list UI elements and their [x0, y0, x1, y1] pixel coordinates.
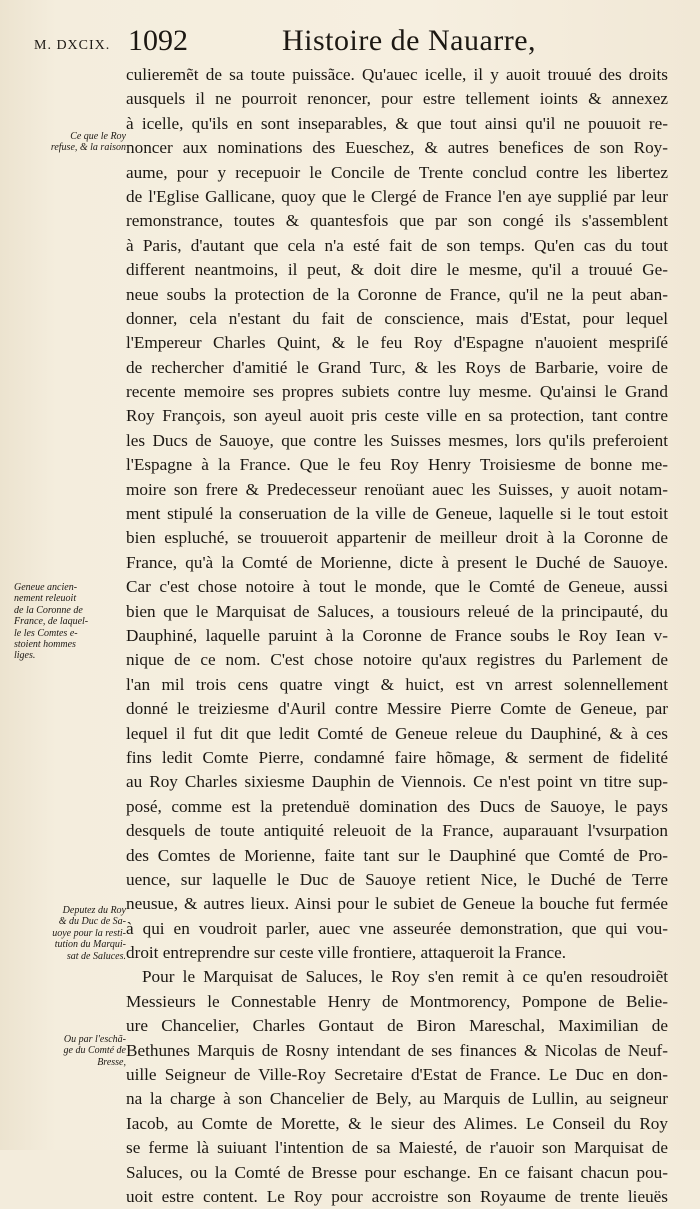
text-line: à icelle, qu'ils en sont inseparables, & que tout ainsi qu'il ne pouuoit re- — [126, 113, 668, 133]
margin-note-line: stoient hommes — [14, 639, 76, 651]
text-line: donné le treiziesme d'Auril contre Messire Pierre Comte de Geneue, par — [126, 699, 668, 719]
text-line: ment stipulé la conseruation de la ville de Geneue, laquelle si le tout estoit — [126, 504, 668, 524]
text-line: moire son frere & Predecesseur renoüant auec les Suisses, y auoit notam- — [126, 479, 668, 499]
text-line: na la charge à son Chancelier de Bely, au Marquis de Lullin, au seigneur — [126, 1089, 668, 1109]
text-line: de rechercher d'amitié le Grand Turc, & les Roys de Barbarie, voire de — [126, 357, 668, 377]
text-line: neusue, & autres lieux. Ainsi pour le subiet de Geneue la bouche fut fermée — [126, 894, 668, 914]
text-line: Dauphiné, laquelle paruint à la Coronne de France soubs le Roy Iean v- — [126, 625, 668, 645]
text-line: Roy François, son ayeul auoit pris ceste ville en sa protection, tant contre — [126, 406, 668, 426]
text-line: nique de ce nom. C'est chose notoire qu'aux registres du Parlement de — [126, 650, 668, 670]
margin-note-line: Deputez du Roy — [62, 905, 126, 916]
margin-note-line: Ou par l'eschã- — [63, 1034, 126, 1045]
margin-note-line: liges. — [14, 650, 36, 662]
margin-note — [14, 582, 122, 662]
text-line: ure Chancelier, Charles Gontaut de Biron Mareschal, Maximilian de — [126, 1016, 668, 1036]
text-line: à qui en voudroit parler, auec vne asseurée demonstration, que qui vou- — [126, 918, 668, 938]
text-line: neue soubs la protection de la Coronne de France, qu'il ne la peut aban- — [126, 284, 668, 304]
text-line: lequel il fut dit que ledit Comté de Geneue releue du Dauphiné, & à ces — [126, 723, 668, 743]
text-line: l'Espagne à la France. Que le feu Roy Henry Troisiesme de bonne me- — [126, 455, 668, 475]
text-line: droit entreprendre sur ceste ville frontiere, attaqueroit la France. — [126, 943, 566, 963]
text-line: Car c'est chose notoire à tout le monde, que le Comté de Geneue, aussi — [126, 577, 668, 597]
margin-note-line: Ce que le Roy — [70, 131, 126, 142]
text-line: se ferme là suiuant l'intention de sa Maiesté, de r'auoir son Marquisat de — [126, 1138, 668, 1158]
text-line: les Ducs de Sauoye, que contre les Suisses mesmes, lors qu'ils preferoient — [126, 430, 668, 450]
running-title: Histoire de Nauarre, — [282, 24, 537, 57]
text-line: au Roy Charles sixiesme Dauphin de Viennois. Ce n'est point vn titre sup- — [126, 772, 668, 792]
text-line: posé, comme est la pretenduë domination des Ducs de Sauoye, le pays — [126, 796, 668, 816]
margin-note-line: de la Coronne de — [14, 604, 83, 616]
text-line: à Paris, d'autant que cela n'a esté fait de son temps. Qu'en cas du tout — [126, 235, 668, 255]
text-line: de l'Eglise Gallicane, quoy que le Clergé de France l'en aye supplié par leur — [126, 186, 668, 206]
text-line: recente memoire ses propres subiets contre luy mesme. Qu'ainsi le Grand — [126, 382, 668, 402]
text-line: bien que le Marquisat de Saluces, a tousiours releué de la principauté, du — [126, 601, 668, 621]
margin-note-line: Bresse, — [97, 1056, 126, 1068]
text-line: France, qu'à la Comté de Morienne, dicte à present le Duché de Sauoye. — [126, 552, 668, 572]
margin-note-line: France, de laquel- — [14, 616, 89, 628]
text-line: culieremẽt de sa toute puissãce. Qu'auec icelle, il y auoit trouué des droits — [126, 65, 668, 84]
body-text — [126, 63, 668, 1209]
text-line: remonstrance, toutes & quantesfois que par son congé ils s'assemblent — [126, 211, 668, 231]
margin-note-line: refuse, & la raison — [50, 142, 126, 154]
text-line: uence, sur laquelle le Duc de Sauoye retient Nice, le Duché de Terre — [126, 869, 668, 889]
margin-note-line: nement releuoit — [14, 593, 77, 605]
text-line: Iacob, au Comte de Morette, & le sieur des Alimes. Le Conseil du Roy — [126, 1113, 668, 1133]
margin-note — [18, 1034, 126, 1068]
text-line: Saluces, ou la Comté de Bresse pour eschange. En ce faisant chacun pou- — [126, 1162, 668, 1182]
text-line: noncer aux nominations des Eueschez, & autres benefices de son Roy- — [126, 138, 668, 158]
margin-note-line: sat de Saluces. — [66, 950, 126, 962]
text-line: uoit estre content. Le Roy pour accroistre son Royaume de trente lieuës — [126, 1186, 668, 1206]
text-line: ausquels il ne pourroit renoncer, pour estre tellement ioints & annexez — [126, 89, 668, 109]
margin-note-line: & du Duc de Sa- — [58, 916, 126, 928]
margin-note — [18, 905, 126, 962]
text-line: Messieurs le Connestable Henry de Montmorency, Pompone de Belie- — [126, 991, 668, 1011]
text-line: uille Seigneur de Ville-Roy Secretaire d'Estat de France. Le Duc en don- — [126, 1065, 668, 1085]
text-line: desquels de toute antiquité releuoit de la France, auparauant l'vsurpation — [126, 821, 668, 841]
text-line: fins ledit Comte Pierre, condamné faire hõmage, & serment de fidelité — [126, 747, 668, 767]
page-number: 1092 — [128, 24, 188, 57]
text-line: l'an mil trois cens quatre vingt & huict, est vn arrest solennellement — [126, 674, 668, 694]
text-line: l'Empereur Charles Quint, & le feu Roy d'Espagne n'auoient mespriſé — [126, 333, 668, 353]
text-line: different neantmoins, il peut, & doit dire le mesme, qu'il a trouué Ge- — [126, 260, 668, 280]
margin-note-line: le les Comtes e- — [14, 627, 78, 639]
text-line: aume, pour y recepuoir le Concile de Trente conclud contre les libertez — [126, 162, 668, 182]
text-line: Bethunes Marquis de Rosny intendant de ses finances & Nicolas de Neuf- — [126, 1040, 668, 1060]
margin-note — [18, 131, 126, 154]
header-year: M. DXCIX. — [34, 38, 111, 53]
text-line: donner, cela n'estant du fait de conscience, mais d'Estat, pour lequel — [126, 308, 668, 328]
text-line: bien espluché, se trouueroit appartenir de meilleur droit à la Coronne de — [126, 528, 668, 548]
margin-note-line: Geneue ancien- — [14, 582, 78, 593]
margin-note-line: uoye pour la resti- — [52, 927, 126, 939]
text-line: Pour le Marquisat de Saluces, le Roy s'en remit à ce qu'en resoudroiẽt — [142, 967, 668, 987]
margin-note-line: ge du Comté de — [63, 1045, 126, 1057]
text-line: des Comtes de Morienne, faite tant sur le Dauphiné que Comté de Pro- — [126, 845, 668, 865]
margin-note-line: tution du Marqui- — [54, 939, 126, 951]
